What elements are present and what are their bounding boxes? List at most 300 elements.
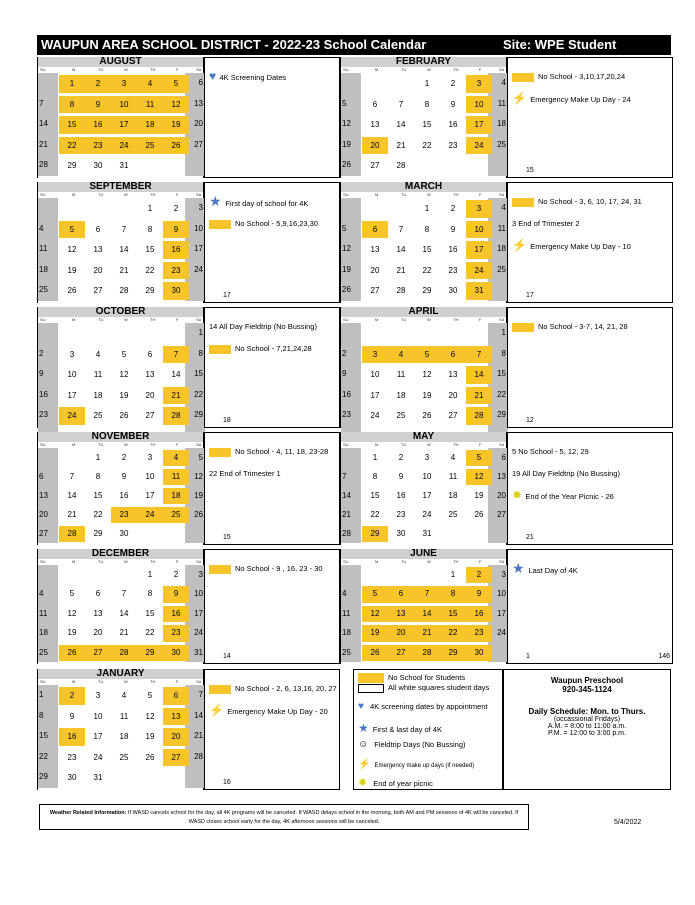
dow-label: F (479, 67, 482, 72)
weekend-saturday: 4 (488, 73, 508, 94)
school-day-count: 17 (526, 292, 534, 299)
day-cell: 30 (163, 282, 189, 300)
month-name: MAY (341, 432, 506, 442)
note-text: 14 All Day Fieldtrip (No Bussing) (209, 322, 317, 331)
day-cell: 18 (93, 390, 103, 400)
day-cell: 3 (424, 453, 430, 462)
day-cell: 4 (163, 450, 189, 466)
day-cell: 27 (448, 411, 458, 421)
day-cell: 30 (67, 773, 77, 783)
dow-label: TU (98, 67, 104, 72)
day-cell: 20 (362, 137, 388, 155)
school-day-count: 15 (223, 534, 231, 541)
note-text: 22 End of Trimester 1 (209, 469, 281, 478)
revision-date: 5/4/2022 (614, 819, 642, 826)
day-cell: 15 (59, 116, 85, 134)
weekend-saturday: 22 (185, 385, 205, 406)
bolt-icon: ⚡ (512, 238, 531, 252)
note-text: 4K Screening Dates (219, 73, 287, 82)
note-item (209, 219, 339, 229)
day-cell: 3 (147, 453, 153, 462)
day-cell: 19 (145, 732, 155, 742)
day-cell: 24 (111, 137, 137, 155)
day-cell: 18 (163, 488, 189, 504)
day-cell: 9 (85, 96, 111, 114)
note-item (512, 469, 672, 478)
day-cell: 26 (119, 411, 129, 421)
month-name: JANUARY (38, 669, 203, 679)
day-cell: 2 (173, 570, 179, 579)
day-cell: 28 (111, 645, 137, 661)
day-cell: 31 (422, 529, 432, 538)
day-cell: 5 (163, 75, 189, 93)
note-item (512, 560, 672, 576)
notes-box (507, 307, 673, 428)
weekend-sunday: 25 (38, 280, 58, 301)
bolt-icon: ⚡ (358, 759, 371, 770)
note-text: No School - 4, 11, 18, 23-28 (235, 447, 329, 456)
day-cell: 24 (370, 411, 380, 421)
weekend-sunday: 12 (341, 114, 361, 135)
weekend-sunday: 4 (38, 219, 58, 240)
day-cell: 20 (93, 628, 103, 638)
day-cell: 22 (440, 625, 466, 641)
weekend-saturday: 1 (488, 323, 508, 344)
smiley-icon: ☺ (358, 739, 369, 750)
weekend-sunday: 8 (38, 706, 58, 727)
day-cell: 27 (370, 286, 380, 296)
day-cell: 28 (414, 645, 440, 661)
weekend-saturday: 19 (185, 486, 205, 505)
weekend-sunday: 12 (341, 239, 361, 260)
day-cell: 27 (85, 645, 111, 661)
weekend-sunday: 11 (341, 604, 361, 623)
day-cell: 3 (466, 75, 492, 93)
day-cell: 1 (450, 570, 456, 579)
day-cell: 28 (119, 286, 129, 296)
dow-label: W (124, 67, 128, 72)
weekend-saturday: 11 (488, 94, 508, 115)
yellow-swatch (209, 220, 231, 229)
preschool-phone: 920-345-1124 (562, 685, 612, 694)
weekend-saturday: 20 (488, 486, 508, 505)
day-cell: 21 (163, 387, 189, 405)
school-day-count: 12 (526, 417, 534, 424)
note-item (512, 197, 672, 207)
weekend-sunday (38, 448, 58, 467)
day-cell: 27 (145, 411, 155, 421)
dow-label: F (176, 67, 179, 72)
day-cell: 23 (466, 625, 492, 641)
dow-label: TU (401, 442, 407, 447)
dow-label: SA (196, 67, 202, 72)
weekend-saturday: 20 (185, 114, 205, 135)
day-cell: 6 (440, 346, 466, 364)
weekend-sunday: 5 (341, 94, 361, 115)
day-cell: 7 (398, 224, 404, 234)
star-icon: ★ (209, 193, 226, 209)
day-cell: 21 (466, 387, 492, 405)
dow-label: F (479, 317, 482, 322)
dow-label: SU (40, 559, 46, 564)
legend-emergency: Emergency make up days (if needed) (374, 763, 475, 769)
month-name: MARCH (341, 182, 506, 192)
day-cell: 11 (163, 469, 189, 485)
day-cell: 16 (448, 120, 458, 130)
day-cell: 29 (137, 645, 163, 661)
day-cell: 24 (59, 407, 85, 425)
dow-label: SU (40, 442, 46, 447)
dow-label: SA (196, 192, 202, 197)
day-cell: 26 (362, 645, 388, 661)
day-cell: 2 (450, 204, 456, 213)
weekend-saturday: 31 (185, 643, 205, 662)
day-cell: 29 (422, 286, 432, 296)
day-cell: 29 (362, 526, 388, 542)
dow-label: TH (150, 559, 156, 564)
day-cell: 2 (398, 453, 404, 462)
day-cell: 19 (474, 491, 484, 500)
day-cell: 26 (474, 510, 484, 519)
day-cell: 23 (396, 510, 406, 519)
sun-icon: ✹ (358, 777, 368, 789)
day-cell: 23 (448, 140, 458, 150)
day-cell: 22 (370, 510, 380, 519)
dow-label: TH (150, 442, 156, 447)
note-item (512, 322, 672, 332)
day-cell: 10 (145, 472, 155, 481)
day-cell: 1 (424, 79, 430, 88)
day-cell: 19 (362, 625, 388, 641)
day-cell: 14 (119, 608, 129, 618)
dow-label: W (427, 67, 431, 72)
day-cell: 11 (93, 370, 103, 380)
month-december (37, 549, 204, 664)
weekend-sunday: 14 (341, 486, 361, 505)
dow-label: TH (453, 317, 459, 322)
preschool-am: A.M. = 8:00 to 11:00 a.m. (547, 723, 627, 730)
note-item (512, 447, 672, 456)
day-cell: 3 (95, 691, 101, 700)
day-cell: 19 (163, 116, 189, 134)
weekend-sunday (341, 73, 361, 94)
note-text: 5 No School - 5, 12, 29 (512, 447, 589, 456)
dow-label: M (72, 559, 76, 564)
day-cell: 3 (69, 349, 75, 359)
dow-label: W (124, 192, 128, 197)
weekend-sunday: 25 (341, 643, 361, 662)
day-cell: 17 (370, 390, 380, 400)
day-cell: 18 (396, 390, 406, 400)
day-cell: 13 (163, 708, 189, 726)
weekend-sunday: 21 (341, 505, 361, 524)
day-cell: 1 (147, 204, 153, 213)
note-text: No School - 9 , 16, 23 - 30 (235, 564, 323, 573)
weekend-sunday: 23 (38, 405, 58, 426)
yellow-swatch (512, 198, 534, 207)
month-name: APRIL (341, 307, 506, 317)
day-cell: 21 (119, 628, 129, 638)
day-cell: 28 (396, 286, 406, 296)
weekend-sunday: 28 (38, 155, 58, 176)
weekend-saturday: 10 (185, 584, 205, 603)
weekend-saturday: 10 (488, 584, 508, 603)
weekend-saturday: 17 (185, 239, 205, 260)
weekend-sunday (341, 565, 361, 584)
day-cell: 9 (450, 224, 456, 234)
day-cell: 20 (93, 265, 103, 275)
day-cell: 12 (163, 96, 189, 114)
preschool-schedule: Daily Schedule: Mon. to Thurs. (528, 707, 646, 716)
notes-box (507, 182, 673, 303)
weekend-saturday: 18 (488, 239, 508, 260)
weekend-sunday: 19 (341, 135, 361, 156)
weekend-sunday: 25 (38, 643, 58, 662)
day-cell: 16 (85, 116, 111, 134)
day-cell: 1 (95, 453, 101, 462)
weekend-saturday: 22 (488, 385, 508, 406)
day-cell: 16 (163, 606, 189, 622)
dow-label: W (427, 442, 431, 447)
site-name: Site: WPE Student (503, 37, 617, 52)
day-cell: 30 (119, 529, 129, 538)
month-name: FEBRUARY (341, 57, 506, 67)
day-cell: 14 (466, 366, 492, 384)
day-cell: 14 (119, 245, 129, 255)
note-item (512, 238, 672, 252)
day-cell: 6 (388, 586, 414, 602)
day-cell: 31 (93, 773, 103, 783)
weekend-saturday: 13 (488, 467, 508, 486)
legend-first-last: First & last day of 4K (372, 725, 442, 734)
notes-box (204, 549, 340, 664)
weekend-saturday: 3 (185, 198, 205, 219)
day-cell: 12 (119, 370, 129, 380)
dow-label: SU (40, 679, 46, 684)
day-cell: 12 (67, 245, 77, 255)
weekend-saturday: 12 (185, 467, 205, 486)
school-day-count: 16 (223, 779, 231, 786)
weekend-saturday: 17 (488, 604, 508, 623)
day-cell: 22 (145, 265, 155, 275)
day-cell: 20 (163, 728, 189, 746)
day-cell: 19 (67, 265, 77, 275)
yellow-swatch (209, 685, 231, 694)
day-cell: 25 (119, 752, 129, 762)
dow-label: SU (40, 67, 46, 72)
dow-label: SU (343, 317, 349, 322)
bolt-icon: ⚡ (209, 703, 228, 717)
legend-white: All white squares student days (388, 683, 490, 692)
note-item (209, 69, 339, 83)
preschool-name: Waupun Preschool (550, 676, 624, 685)
day-cell: 5 (69, 589, 75, 599)
weekend-saturday (488, 524, 508, 543)
day-cell: 24 (466, 262, 492, 280)
dow-label: TH (150, 67, 156, 72)
day-cell: 13 (93, 245, 103, 255)
day-cell: 6 (95, 224, 101, 234)
day-cell: 28 (466, 407, 492, 425)
weekend-saturday (185, 155, 205, 176)
legend-picnic: End of year picnic (373, 779, 433, 788)
day-cell: 22 (59, 137, 85, 155)
day-cell: 19 (67, 628, 77, 638)
notes-box (507, 549, 673, 664)
month-name: JUNE (341, 549, 506, 559)
note-item (209, 322, 339, 331)
heart-icon: ♥ (358, 701, 364, 712)
day-cell: 28 (163, 407, 189, 425)
dow-label: SA (499, 442, 505, 447)
day-cell: 25 (448, 510, 458, 519)
day-cell: 10 (370, 370, 380, 380)
month-january (37, 669, 204, 790)
day-cell: 2 (121, 453, 127, 462)
legend-white-swatch (358, 684, 384, 693)
dow-label: TU (401, 559, 407, 564)
day-cell: 2 (466, 567, 492, 583)
weekend-saturday: 6 (185, 73, 205, 94)
day-cell: 29 (93, 529, 103, 538)
day-cell: 8 (95, 472, 101, 481)
weekend-sunday (341, 198, 361, 219)
dow-label: M (375, 67, 379, 72)
weekend-saturday (488, 155, 508, 176)
dow-label: SA (499, 67, 505, 72)
weekend-sunday: 4 (341, 584, 361, 603)
weekend-saturday: 3 (185, 565, 205, 584)
weekend-sunday: 23 (341, 405, 361, 426)
notes-box (204, 669, 340, 790)
note-item (209, 344, 339, 354)
day-cell: 9 (450, 99, 456, 109)
day-cell: 15 (422, 120, 432, 130)
day-cell: 23 (448, 265, 458, 275)
dow-label: F (176, 679, 179, 684)
day-cell: 20 (145, 390, 155, 400)
day-cell: 17 (145, 491, 155, 500)
day-cell: 7 (163, 346, 189, 364)
day-cell: 10 (111, 96, 137, 114)
day-cell: 12 (145, 711, 155, 721)
school-day-count: 21 (526, 534, 534, 541)
legend-screening: 4K screening dates by appointment (369, 702, 488, 711)
weekend-sunday: 27 (38, 524, 58, 543)
dow-label: SA (196, 679, 202, 684)
day-cell: 13 (93, 608, 103, 618)
dow-label: F (176, 442, 179, 447)
weekend-saturday: 27 (488, 505, 508, 524)
weekend-saturday: 27 (185, 135, 205, 156)
dow-label: TH (453, 192, 459, 197)
dow-label: W (124, 317, 128, 322)
day-cell: 9 (69, 711, 75, 721)
weekend-sunday: 28 (341, 524, 361, 543)
day-cell: 15 (93, 491, 103, 500)
weekend-sunday: 26 (341, 155, 361, 176)
day-cell: 9 (163, 221, 189, 239)
dow-label: M (72, 679, 76, 684)
day-cell: 7 (398, 99, 404, 109)
dow-label: SA (499, 192, 505, 197)
school-day-count: 15 (526, 167, 534, 174)
day-cell: 12 (466, 469, 492, 485)
month-name: AUGUST (38, 57, 203, 67)
day-cell: 25 (163, 507, 189, 523)
note-item (209, 193, 339, 209)
day-cell: 16 (59, 728, 85, 746)
dow-label: SU (343, 192, 349, 197)
preschool-info (503, 669, 671, 790)
day-cell: 17 (111, 116, 137, 134)
dow-label: SU (40, 192, 46, 197)
dow-label: SA (196, 559, 202, 564)
note-text: Emergency Make Up Day - 24 (530, 95, 631, 104)
dow-label: TH (150, 679, 156, 684)
day-cell: 21 (414, 625, 440, 641)
day-cell: 5 (121, 349, 127, 359)
day-cell: 3 (111, 75, 137, 93)
day-cell: 4 (450, 453, 456, 462)
weather-label: Weather Related Information: (49, 810, 127, 816)
day-cell: 24 (466, 137, 492, 155)
weekend-sunday: 7 (341, 467, 361, 486)
note-item (512, 488, 672, 502)
weekend-saturday: 3 (488, 565, 508, 584)
day-cell: 19 (119, 390, 129, 400)
dow-label: TU (98, 679, 104, 684)
weekend-sunday: 21 (38, 135, 58, 156)
note-item (512, 91, 672, 105)
note-text: No School - 3,10,17,20,24 (538, 72, 626, 81)
day-cell: 7 (121, 589, 127, 599)
day-cell: 23 (85, 137, 111, 155)
year-total: 146 (658, 653, 670, 660)
day-cell: 7 (466, 346, 492, 364)
month-october (37, 307, 204, 428)
legend (353, 669, 503, 790)
day-cell: 5 (362, 586, 388, 602)
day-cell: 7 (414, 586, 440, 602)
day-cell: 8 (372, 472, 378, 481)
day-cell: 14 (396, 245, 406, 255)
day-cell: 2 (85, 75, 111, 93)
day-cell: 15 (145, 608, 155, 618)
weekend-sunday: 19 (341, 260, 361, 281)
day-cell: 13 (370, 245, 380, 255)
weekend-sunday: 11 (38, 239, 58, 260)
day-cell: 9 (121, 472, 127, 481)
note-item (209, 564, 339, 574)
day-cell: 6 (147, 349, 153, 359)
school-day-count: 17 (223, 292, 231, 299)
day-cell: 4 (137, 75, 163, 93)
month-august (37, 57, 204, 178)
day-cell: 11 (119, 711, 129, 721)
notes-box (507, 57, 673, 178)
day-cell: 20 (370, 265, 380, 275)
dow-label: TU (401, 317, 407, 322)
day-cell: 1 (147, 570, 153, 579)
month-november (37, 432, 204, 545)
dow-label: W (427, 559, 431, 564)
school-day-count: 14 (223, 653, 231, 660)
day-cell: 10 (466, 96, 492, 114)
note-text: No School - 5,9,16,23,30 (235, 219, 318, 228)
day-cell: 13 (370, 120, 380, 130)
day-cell: 17 (422, 491, 432, 500)
